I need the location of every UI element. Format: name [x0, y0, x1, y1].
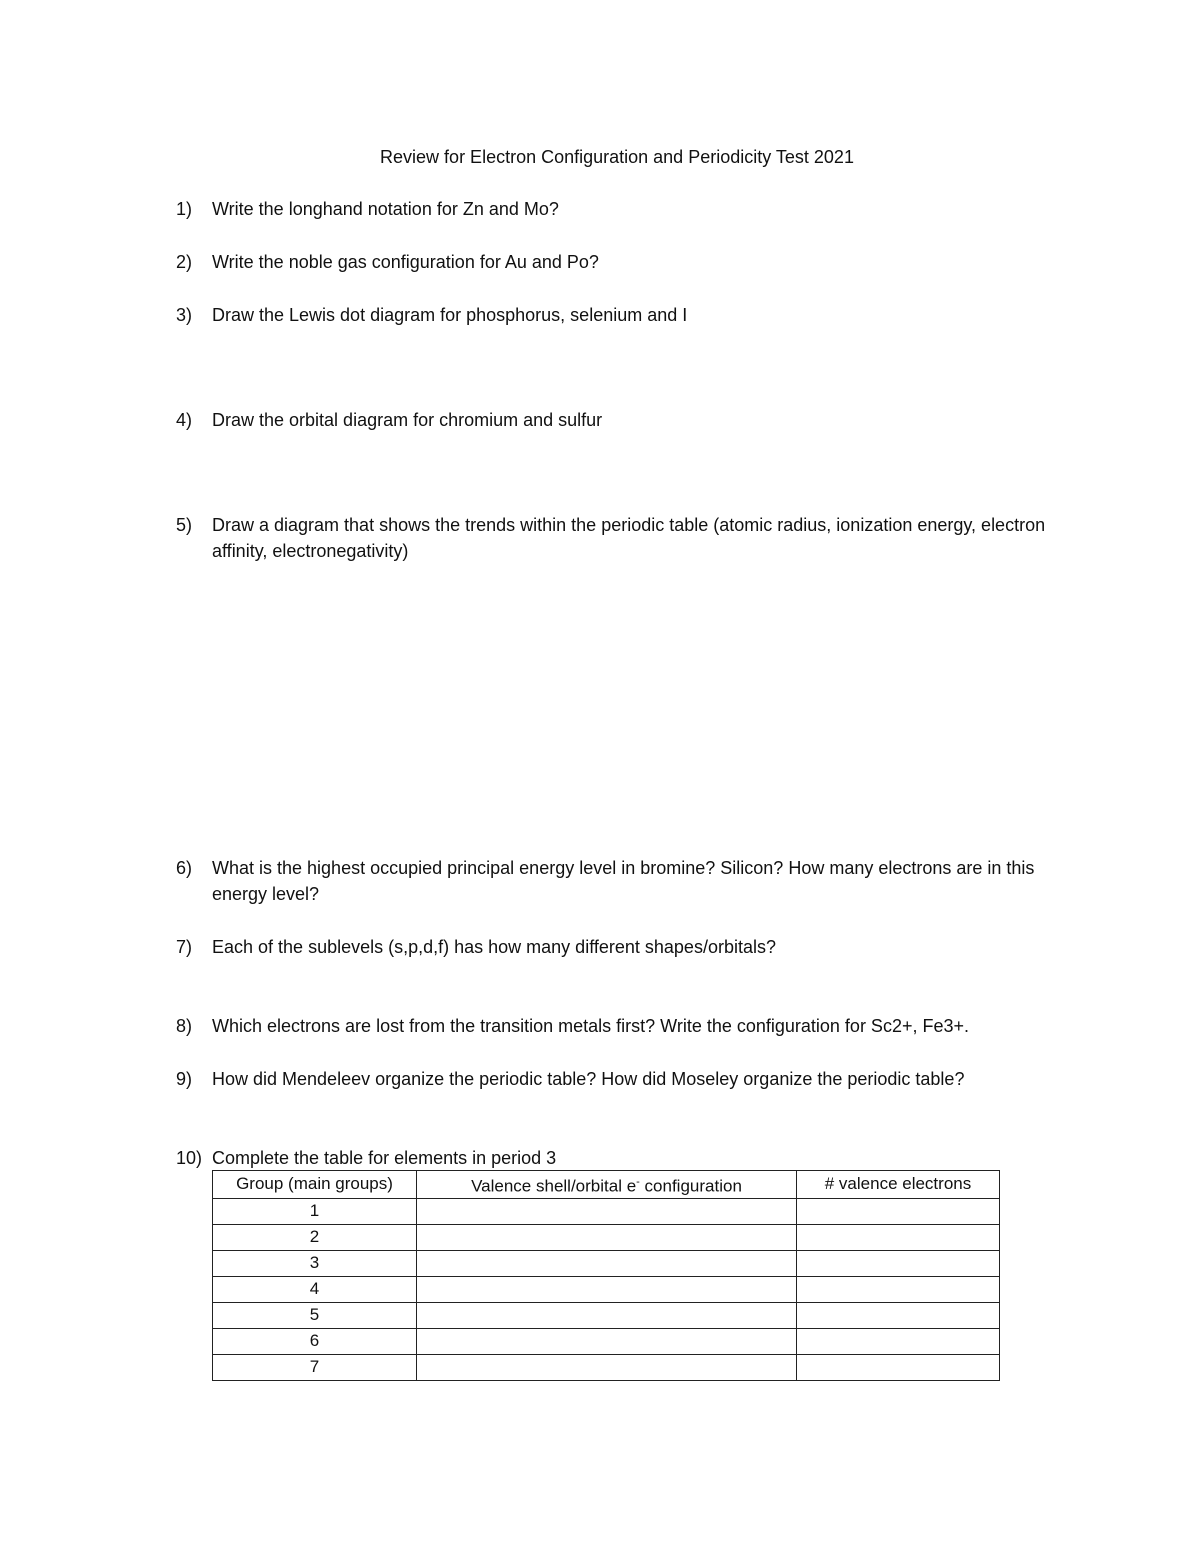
- table-row: [213, 1250, 1000, 1276]
- configuration-cell[interactable]: [417, 1250, 797, 1276]
- question-7: [176, 934, 1076, 960]
- valence-count-cell[interactable]: [797, 1224, 1000, 1250]
- group-cell: 2: [213, 1224, 417, 1250]
- question-text: Draw a diagram that shows the trends within the periodic table (atomic radius, ionization energy, electron affinity, electronegativity): [212, 515, 1046, 561]
- question-text: Draw the Lewis dot diagram for phosphorus, selenium and I: [212, 305, 688, 325]
- period-3-table: [212, 1170, 1000, 1381]
- question-9: [176, 1066, 1076, 1092]
- valence-count-cell[interactable]: [797, 1354, 1000, 1380]
- group-cell: 1: [213, 1198, 417, 1224]
- configuration-cell[interactable]: [417, 1276, 797, 1302]
- question-text: Which electrons are lost from the transition metals first? Write the configuration for Sc2+, Fe3+.: [212, 1016, 969, 1036]
- group-cell: 4: [213, 1276, 417, 1302]
- configuration-cell[interactable]: [417, 1302, 797, 1328]
- table-row: [213, 1354, 1000, 1380]
- table-row: [213, 1198, 1000, 1224]
- question-number: 1): [176, 199, 193, 219]
- header-valence-configuration: [417, 1171, 797, 1199]
- valence-count-cell[interactable]: [797, 1276, 1000, 1302]
- header-group: Group (main groups): [213, 1171, 417, 1199]
- configuration-cell[interactable]: [417, 1224, 797, 1250]
- valence-count-cell[interactable]: [797, 1328, 1000, 1354]
- group-cell: 6: [213, 1328, 417, 1354]
- configuration-cell[interactable]: [417, 1354, 797, 1380]
- question-text: How did Mendeleev organize the periodic table? How did Moseley organize the periodic table?: [212, 1069, 965, 1089]
- question-number: 5): [176, 515, 193, 535]
- table-row: [213, 1302, 1000, 1328]
- configuration-cell[interactable]: [417, 1328, 797, 1354]
- group-cell: 5: [213, 1302, 417, 1328]
- question-3: [176, 302, 1076, 328]
- group-cell: 7: [213, 1354, 417, 1380]
- electron-superscript: -: [636, 1176, 640, 1188]
- question-text: Write the longhand notation for Zn and Mo?: [212, 199, 559, 219]
- question-number: 4): [176, 410, 193, 430]
- table-row: [213, 1328, 1000, 1354]
- question-number: 7): [176, 937, 193, 957]
- question-number: 6): [176, 858, 193, 878]
- question-5: [176, 512, 1076, 564]
- header-valence-text: Valence shell/orbital e: [471, 1176, 637, 1196]
- valence-count-cell[interactable]: [797, 1198, 1000, 1224]
- question-10: [176, 1145, 1076, 1171]
- question-text: Write the noble gas configuration for Au and Po?: [212, 252, 599, 272]
- table-header-row: [213, 1171, 1000, 1199]
- question-number: 3): [176, 305, 193, 325]
- group-cell: 3: [213, 1250, 417, 1276]
- question-number: 8): [176, 1016, 193, 1036]
- question-2: [176, 249, 1076, 275]
- question-4: [176, 407, 1076, 433]
- question-text: What is the highest occupied principal energy level in bromine? Silicon? How many electrons are in this energy level?: [212, 858, 1035, 904]
- header-valence-electrons: # valence electrons: [797, 1171, 1000, 1199]
- question-number: 10): [176, 1148, 203, 1168]
- question-text: Complete the table for elements in period 3: [212, 1148, 557, 1168]
- table-row: [213, 1276, 1000, 1302]
- question-1: [176, 196, 1076, 222]
- valence-count-cell[interactable]: [797, 1302, 1000, 1328]
- question-text: Each of the sublevels (s,p,d,f) has how many different shapes/orbitals?: [212, 937, 776, 957]
- question-8: [176, 1013, 1076, 1039]
- valence-count-cell[interactable]: [797, 1250, 1000, 1276]
- page-title: Review for Electron Configuration and Periodicity Test 2021: [380, 147, 854, 167]
- question-text: Draw the orbital diagram for chromium and sulfur: [212, 410, 603, 430]
- question-6: [176, 855, 1076, 907]
- configuration-cell[interactable]: [417, 1198, 797, 1224]
- header-configuration-text: configuration: [639, 1176, 742, 1196]
- table-row: [213, 1224, 1000, 1250]
- question-number: 2): [176, 252, 193, 272]
- question-number: 9): [176, 1069, 193, 1089]
